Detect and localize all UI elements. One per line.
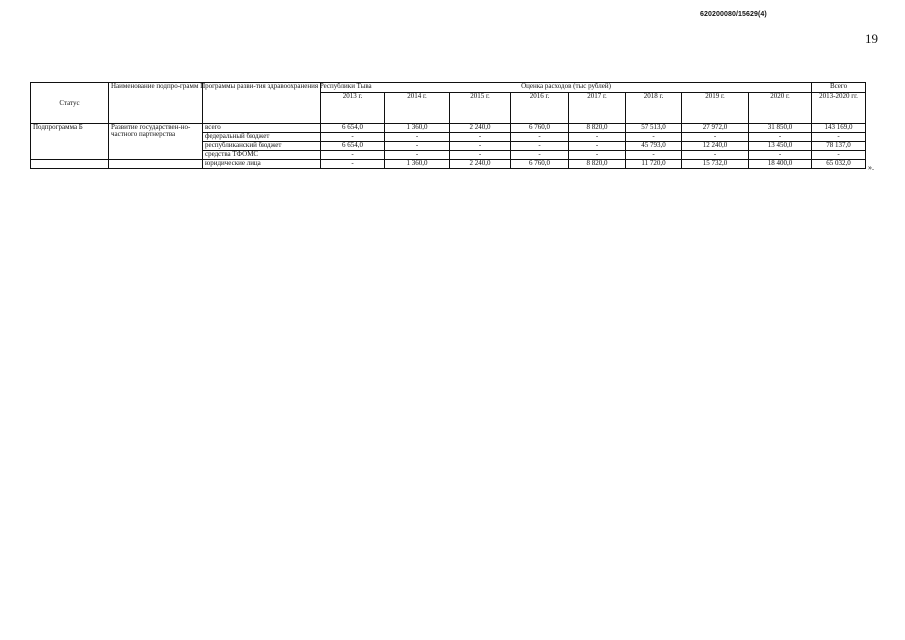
value-cell: 13 450,0 xyxy=(749,142,812,151)
value-cell: - xyxy=(569,151,626,160)
table-row xyxy=(31,124,866,133)
value-cell: - xyxy=(321,133,385,142)
value-cell: 11 720,0 xyxy=(626,160,682,169)
total-cell: 143 169,0 xyxy=(812,124,866,133)
value-cell: - xyxy=(626,151,682,160)
expense-table xyxy=(30,82,866,169)
value-cell: - xyxy=(511,151,569,160)
table-row xyxy=(31,160,866,169)
total-cell: 78 137,0 xyxy=(812,142,866,151)
value-cell: - xyxy=(450,142,511,151)
value-cell: 8 820,0 xyxy=(569,160,626,169)
value-cell: 2 240,0 xyxy=(450,160,511,169)
value-cell: 8 820,0 xyxy=(569,124,626,133)
year-header: 2014 г. xyxy=(385,93,450,124)
year-header: 2020 г. xyxy=(749,93,812,124)
value-cell: 6 654,0 xyxy=(321,124,385,133)
value-cell: 27 972,0 xyxy=(682,124,749,133)
value-cell: - xyxy=(385,151,450,160)
total-cell: - xyxy=(812,133,866,142)
value-cell: - xyxy=(682,151,749,160)
value-cell: - xyxy=(682,133,749,142)
subprogram-status: Подпрограмма Б xyxy=(31,124,109,160)
empty-cell xyxy=(109,160,203,169)
value-cell: - xyxy=(511,142,569,151)
total-period-header: 2013-2020 гг. xyxy=(812,93,866,124)
year-header: 2019 г. xyxy=(682,93,749,124)
value-cell: - xyxy=(450,151,511,160)
empty-cell xyxy=(31,160,109,169)
value-cell: - xyxy=(749,151,812,160)
value-cell: 6 654,0 xyxy=(321,142,385,151)
value-cell: - xyxy=(569,142,626,151)
value-cell: - xyxy=(321,160,385,169)
value-cell: 12 240,0 xyxy=(682,142,749,151)
status-header: Статус xyxy=(31,83,109,124)
value-cell: 6 760,0 xyxy=(511,160,569,169)
name-header: Наименование подпро-грамм Программы разви-тия здравоохранения Республики Тыва xyxy=(109,83,203,124)
value-cell: - xyxy=(321,151,385,160)
value-cell: 31 850,0 xyxy=(749,124,812,133)
year-header: 2016 г. xyxy=(511,93,569,124)
value-cell: - xyxy=(749,133,812,142)
value-cell: - xyxy=(626,133,682,142)
estimate-header: Оценка расходов (тыс рублей) xyxy=(321,83,812,93)
source-label: республиканский бюджет xyxy=(203,142,321,151)
value-cell: 57 513,0 xyxy=(626,124,682,133)
page-number: 19 xyxy=(865,31,878,46)
source-label: всего xyxy=(203,124,321,133)
value-cell: - xyxy=(385,133,450,142)
year-header: 2013 г. xyxy=(321,93,385,124)
value-cell: - xyxy=(569,133,626,142)
value-cell: 18 400,0 xyxy=(749,160,812,169)
subprogram-name: Развитие государствен-но-частного партнерства xyxy=(109,124,203,160)
total-cell: 65 032,0 xyxy=(812,160,866,169)
value-cell: 6 760,0 xyxy=(511,124,569,133)
value-cell: - xyxy=(385,142,450,151)
source-label: средства ТФОМС xyxy=(203,151,321,160)
value-cell: - xyxy=(450,133,511,142)
source-label: юридические лица xyxy=(203,160,321,169)
total-header: Всего xyxy=(812,83,866,93)
value-cell: 1 360,0 xyxy=(385,124,450,133)
year-header: 2015 г. xyxy=(450,93,511,124)
value-cell: 15 732,0 xyxy=(682,160,749,169)
document-code: 620200080/15629(4) xyxy=(700,11,767,18)
value-cell: 1 360,0 xyxy=(385,160,450,169)
total-cell: - xyxy=(812,151,866,160)
value-cell: - xyxy=(511,133,569,142)
value-cell: 2 240,0 xyxy=(450,124,511,133)
year-header: 2018 г. xyxy=(626,93,682,124)
closing-quote-mark: ». xyxy=(868,163,874,172)
source-label: федеральный бюджет xyxy=(203,133,321,142)
value-cell: 45 793,0 xyxy=(626,142,682,151)
year-header: 2017 г. xyxy=(569,93,626,124)
